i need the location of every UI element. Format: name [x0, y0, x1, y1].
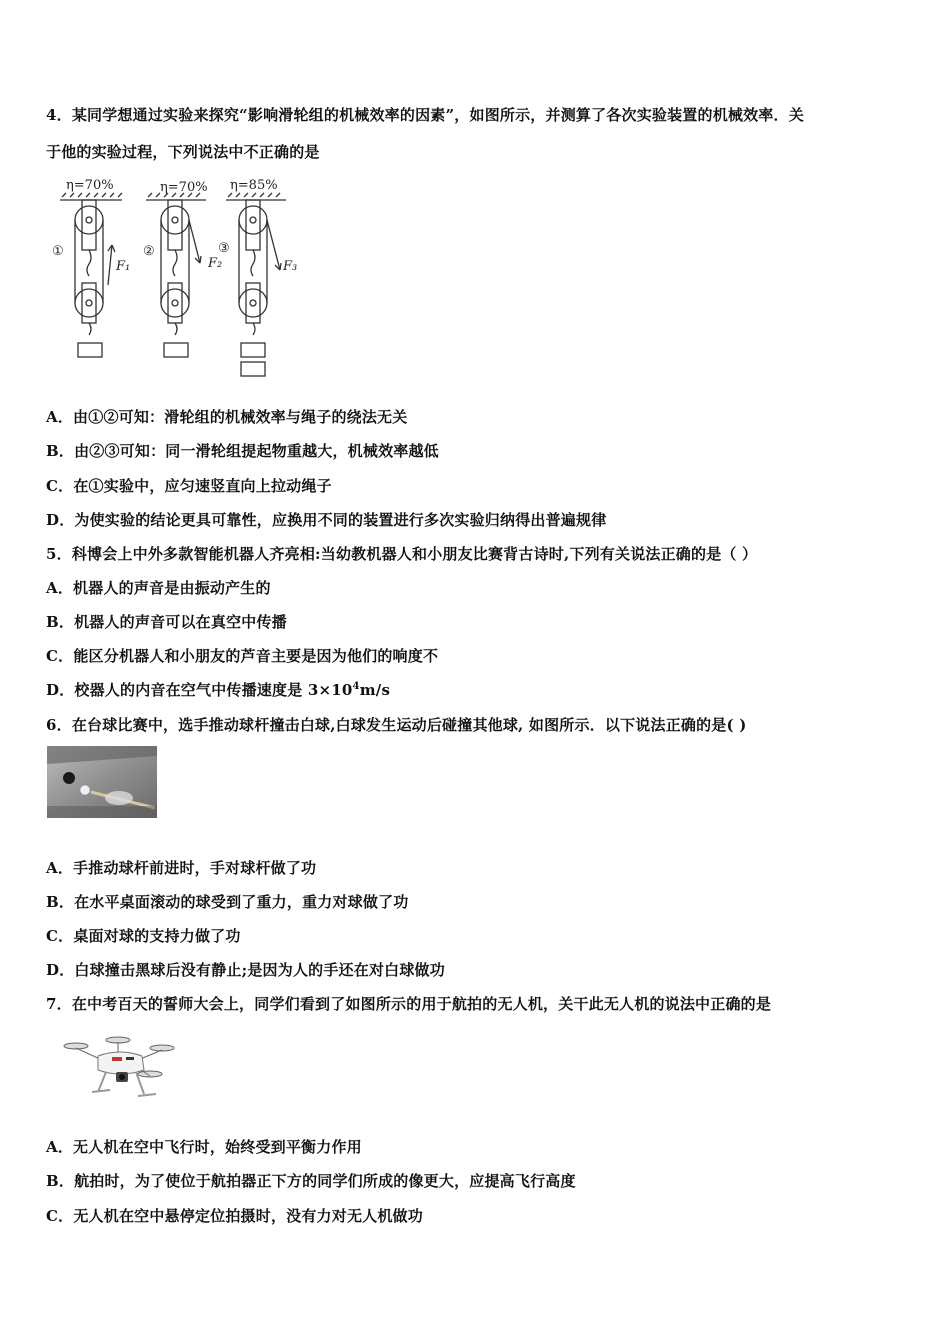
q5-option-d — [46, 679, 390, 700]
q5-option-d-exponent: 4 — [352, 681, 360, 692]
q7-option-c: C．无人机在空中悬停定位拍摄时，没有力对无人机做功 — [46, 1207, 423, 1225]
q4-option-b: B．由②③可知：同一滑轮组提起物重越大，机械效率越低 — [46, 442, 439, 460]
force-label-f1: F₁ — [116, 259, 131, 274]
q7-option-a: A．无人机在空中飞行时，始终受到平衡力作用 — [46, 1138, 362, 1156]
q4-option-c: C．在①实验中，应匀速竖直向上拉动绳子 — [46, 477, 332, 495]
force-label-f3: F₃ — [283, 259, 298, 274]
setup-num-3: ③ — [218, 241, 230, 256]
q5-option-d-unit: m/s — [359, 681, 391, 699]
q5-option-d-text: D．校器人的内音在空气中传播速度是 3×10 — [46, 681, 353, 699]
q6-option-b: B．在水平桌面滚动的球受到了重力，重力对球做了功 — [46, 893, 409, 911]
q6-stem: 6．在台球比赛中，选手推动球杆撞击白球,白球发生运动后碰撞其他球, 如图所示．以下说法正确的是( ) — [46, 716, 747, 734]
q5-stem: 5．科博会上中外多款智能机器人齐亮相:当幼教机器人和小朋友比赛背古诗时,下列有关说法正确的是（ ） — [46, 545, 758, 563]
eta2-label: η=70% — [160, 180, 208, 195]
q5-option-c: C．能区分机器人和小朋友的芦音主要是因为他们的响度不 — [46, 647, 439, 665]
q4-option-a: A．由①②可知：滑轮组的机械效率与绳子的绕法无关 — [46, 408, 408, 426]
pulley-diagram — [50, 175, 310, 385]
billiards-photo — [47, 746, 157, 818]
drone-photo — [58, 1030, 183, 1110]
q7-option-b: B．航拍时，为了使位于航拍器正下方的同学们所成的像更大，应提高飞行高度 — [46, 1172, 576, 1190]
q4-option-d: D．为使实验的结论更具可靠性，应换用不同的装置进行多次实验归纳得出普遍规律 — [46, 511, 607, 529]
q4-stem-line1: 4．某同学想通过实验来探究“影响滑轮组的机械效率的因素”，如图所示，并测算了各次实验装置的机械效率．关 — [46, 106, 804, 124]
q7-stem: 7．在中考百天的誓师大会上，同学们看到了如图所示的用于航拍的无人机，关干此无人机的说法中正确的是 — [46, 995, 772, 1013]
eta3-label: η=85% — [230, 178, 278, 193]
q4-stem-line2: 于他的实验过程，下列说法中不正确的是 — [46, 143, 320, 161]
force-label-f2: F₂ — [208, 256, 223, 271]
q6-option-a: A．手推动球杆前进时，手对球杆做了功 — [46, 859, 317, 877]
eta1-label: η=70% — [66, 178, 114, 193]
q6-option-c: C．桌面对球的支持力做了功 — [46, 927, 241, 945]
setup-num-2: ② — [143, 244, 155, 259]
q5-option-b: B．机器人的声音可以在真空中传播 — [46, 613, 287, 631]
q5-option-a: A．机器人的声音是由振动产生的 — [46, 579, 271, 597]
setup-num-1: ① — [52, 244, 64, 259]
q6-option-d: D．白球撞击黑球后没有静止;是因为人的手还在对白球做功 — [46, 961, 445, 979]
